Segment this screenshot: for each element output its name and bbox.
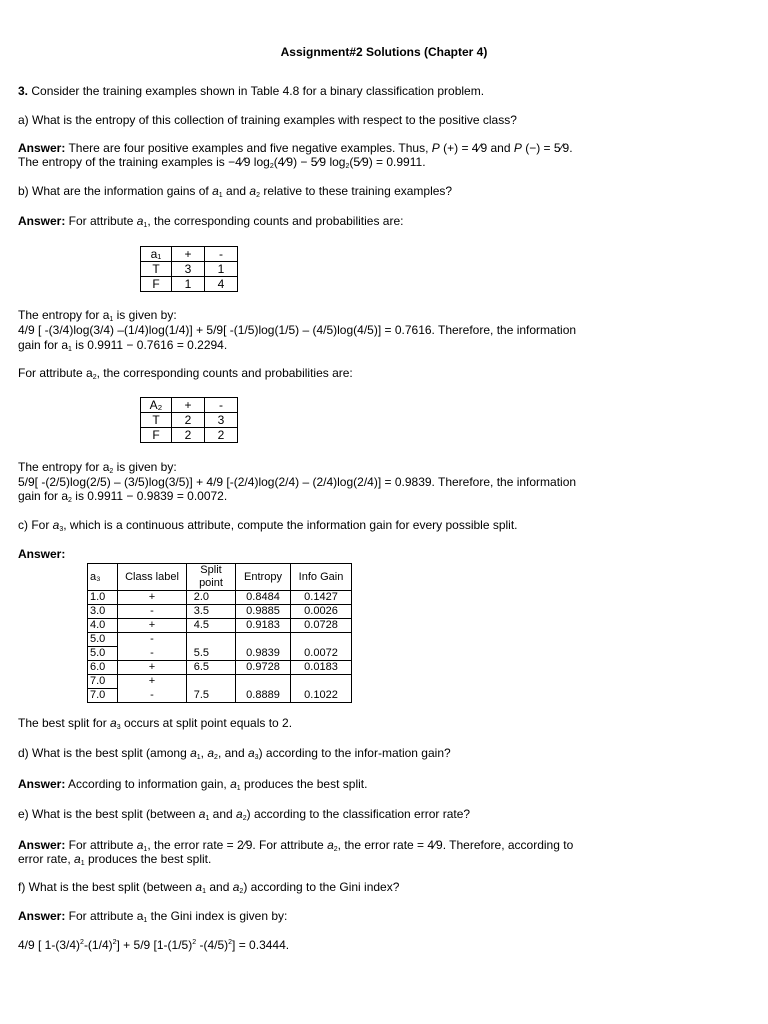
answer-a-line1: Answer: There are four positive examples and five negative examples. Thus, P (+) = 4⁄9 and P (−) = 5⁄9. [18, 141, 573, 155]
question-e: e) What is the best split (between $a_1$ and $a_2$) according to the classification error rate? [18, 807, 471, 822]
entropy-a1-line2: 4/9 [ -(3/4)log(3/4) –(1/4)log(1/4)] + 5/9[ -(1/5)log(1/5) – (4/5)log(4/5)] = 0.7616. Therefore, the information [18, 323, 577, 337]
question-f: f) What is the best split (between $a_1$ and $a_2$) according to the Gini index? [18, 880, 400, 895]
answer-e-line1: Answer: For attribute $a_1$, the error rate = 2⁄9. For attribute $a_2$, the error rate = 4⁄9. Therefore, according to [18, 838, 574, 853]
table-row: 7.0 - 7.5 0.8889 0.1022 [88, 689, 352, 703]
page-title: Assignment#2 Solutions (Chapter 4) [280, 45, 488, 59]
entropy-a2-line3: gain for $a_2$ is 0.9911 − 0.9839 = 0.0072. [18, 489, 228, 504]
answer-a-line2: The entropy of the training examples is −4⁄9 $\log_2(4⁄9)$ − 5⁄9 $\log_2(5⁄9) = 0.9911$. [18, 155, 426, 170]
question-b: b) What are the information gains of $a_1$ and $a_2$ relative to these training examples? [18, 184, 453, 199]
table-row: 3.0 - 3.5 0.9885 0.0026 [88, 605, 352, 619]
attribute-a2-intro: For attribute $a_2$, the corresponding counts and probabilities are: [18, 366, 353, 381]
table-row: F 1 4 [141, 277, 238, 292]
entropy-a1-line3: gain for $a_1$ is 0.9911 − 0.7616 = 0.2294. [18, 338, 228, 353]
table-a1-counts [140, 246, 238, 292]
answer-d: Answer: According to information gain, $a_1$ produces the best split. [18, 777, 368, 792]
table-row: A₂ + - [141, 398, 238, 413]
table-row: T 3 1 [141, 262, 238, 277]
table-row: 1.0 + 2.0 0.8484 0.1427 [88, 591, 352, 605]
entropy-a2-line2: 5/9[ -(2/5)log(2/5) – (3/5)log(3/5)] + 4/9 [-(2/4)log(2/4) – (2/4)log(2/4)] = 0.9839. Therefore, the information [18, 475, 577, 489]
table-row: a₃ Class label Split point Entropy Info Gain [88, 564, 352, 591]
question-c: c) For $a_3$, which is a continuous attribute, compute the information gain for every possible split. [18, 518, 518, 533]
table-row: T 2 3 [141, 413, 238, 428]
answer-c-label: Answer: [18, 547, 66, 561]
table-row: a₁ + - [141, 247, 238, 262]
answer-e-line2: error rate, $a_1$ produces the best split. [18, 852, 212, 867]
question-d: d) What is the best split (among $a_1$, $a_2$, and $a_3$) according to the infor-mation gain? [18, 746, 451, 761]
table-row: 6.0 + 6.5 0.9728 0.0183 [88, 661, 352, 675]
table-row: 5.0 - [88, 633, 352, 647]
entropy-a1-line1: The entropy for $a_1$ is given by: [18, 308, 177, 323]
best-split-a3: The best split for $a_3$ occurs at split point equals to 2. [18, 716, 293, 731]
table-row: 4.0 + 4.5 0.9183 0.0728 [88, 619, 352, 633]
table-row: 5.0 - 5.5 0.9839 0.0072 [88, 647, 352, 661]
table-row: 7.0 + [88, 675, 352, 689]
answer-b-line1: Answer: For attribute $a_1$, the corresponding counts and probabilities are: [18, 214, 404, 229]
table-a2-counts [140, 397, 238, 443]
table-row: F 2 2 [141, 428, 238, 443]
table-a3-splits [87, 563, 352, 703]
question-number: 3. [18, 84, 29, 98]
entropy-a2-line1: The entropy for $a_2$ is given by: [18, 460, 177, 475]
question-a: a) What is the entropy of this collection of training examples with respect to the positive class? [18, 113, 517, 127]
answer-f: Answer: For attribute $a_1$ the Gini index is given by: [18, 909, 288, 924]
gini-formula: 4/9 [ $1-(3/4)^2-(1/4)^2] + 5/9$ [$1-(1/5)^2$ $-(4/5)^2] = 0.3444$. [18, 938, 290, 952]
question-3-intro: 3. Consider the training examples shown in Table 4.8 for a binary classification problem. [18, 84, 485, 98]
